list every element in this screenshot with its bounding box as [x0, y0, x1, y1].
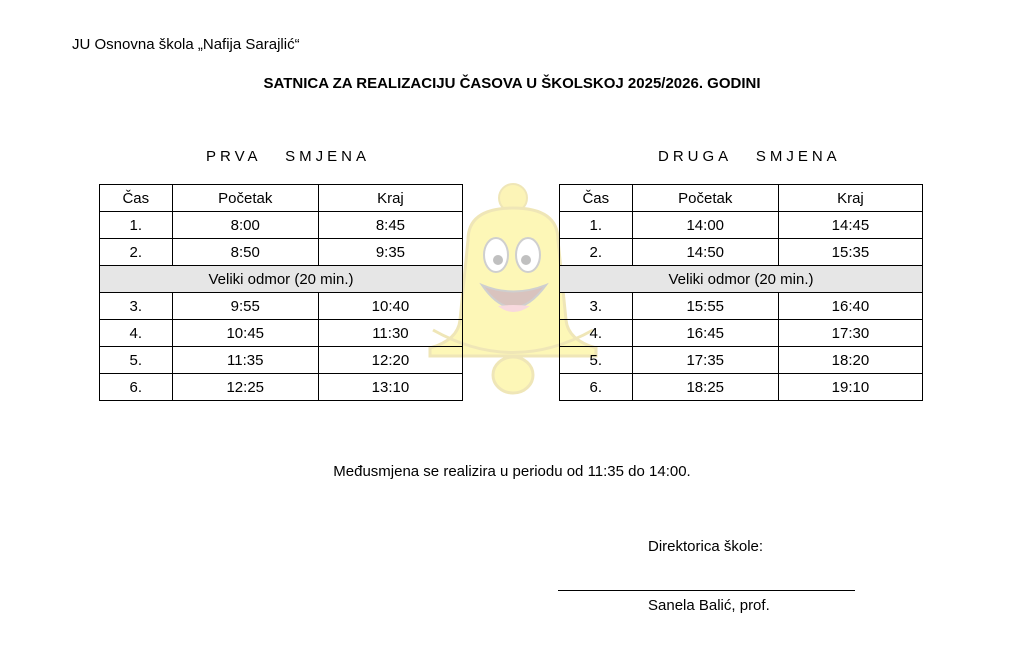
cell-start: 18:25 [632, 374, 778, 401]
cell-start: 8:00 [172, 212, 318, 239]
cell-start: 16:45 [632, 320, 778, 347]
page-title: SATNICA ZA REALIZACIJU ČASOVA U ŠKOLSKOJ 2025/2026. GODINI [263, 75, 761, 92]
cell-end: 16:40 [778, 293, 922, 320]
cell-cas: 2. [560, 239, 633, 266]
cell-cas: 3. [100, 293, 173, 320]
break-cell: Veliki odmor (20 min.) [560, 266, 923, 293]
cell-end: 12:20 [318, 347, 462, 374]
shift1-title: PRVA SMJENA [206, 148, 370, 165]
cell-end: 19:10 [778, 374, 922, 401]
shift2-table [559, 184, 923, 401]
cell-start: 8:50 [172, 239, 318, 266]
cell-end: 13:10 [318, 374, 462, 401]
table-row [560, 320, 923, 347]
break-cell: Veliki odmor (20 min.) [100, 266, 463, 293]
cell-end: 15:35 [778, 239, 922, 266]
table-row [560, 293, 923, 320]
table-row [560, 212, 923, 239]
table-row [560, 239, 923, 266]
table-row [100, 347, 463, 374]
signature-name: Sanela Balić, prof. [648, 597, 770, 614]
table-header-row [100, 185, 463, 212]
table-row [100, 239, 463, 266]
signature-line [558, 590, 855, 591]
cell-cas: 6. [100, 374, 173, 401]
cell-cas: 4. [560, 320, 633, 347]
cell-end: 18:20 [778, 347, 922, 374]
school-name: JU Osnovna škola „Nafija Sarajlić“ [72, 36, 300, 53]
cell-cas: 5. [100, 347, 173, 374]
cell-cas: 4. [100, 320, 173, 347]
col-header-end: Kraj [318, 185, 462, 212]
shift2-title: DRUGA SMJENA [658, 148, 841, 165]
shift1-table [99, 184, 463, 401]
table-row [100, 293, 463, 320]
table-row [560, 374, 923, 401]
cell-cas: 2. [100, 239, 173, 266]
cell-cas: 1. [100, 212, 173, 239]
cell-start: 15:55 [632, 293, 778, 320]
cell-end: 17:30 [778, 320, 922, 347]
col-header-cas: Čas [560, 185, 633, 212]
break-row [560, 266, 923, 293]
break-row [100, 266, 463, 293]
cell-end: 11:30 [318, 320, 462, 347]
col-header-start: Početak [632, 185, 778, 212]
interval-note: Međusmjena se realizira u periodu od 11:35 do 14:00. [333, 463, 691, 480]
cell-start: 14:50 [632, 239, 778, 266]
signature-role: Direktorica škole: [648, 538, 764, 555]
cell-end: 14:45 [778, 212, 922, 239]
cell-end: 9:35 [318, 239, 462, 266]
table-header-row [560, 185, 923, 212]
cell-start: 9:55 [172, 293, 318, 320]
table-row [100, 374, 463, 401]
table-row [100, 212, 463, 239]
cell-start: 12:25 [172, 374, 318, 401]
col-header-end: Kraj [778, 185, 922, 212]
col-header-start: Početak [172, 185, 318, 212]
cell-start: 17:35 [632, 347, 778, 374]
table-row [100, 320, 463, 347]
cell-cas: 6. [560, 374, 633, 401]
col-header-cas: Čas [100, 185, 173, 212]
cell-end: 10:40 [318, 293, 462, 320]
cell-end: 8:45 [318, 212, 462, 239]
cell-cas: 3. [560, 293, 633, 320]
cell-start: 11:35 [172, 347, 318, 374]
table-row [560, 347, 923, 374]
cell-cas: 5. [560, 347, 633, 374]
cell-cas: 1. [560, 212, 633, 239]
cell-start: 10:45 [172, 320, 318, 347]
cell-start: 14:00 [632, 212, 778, 239]
